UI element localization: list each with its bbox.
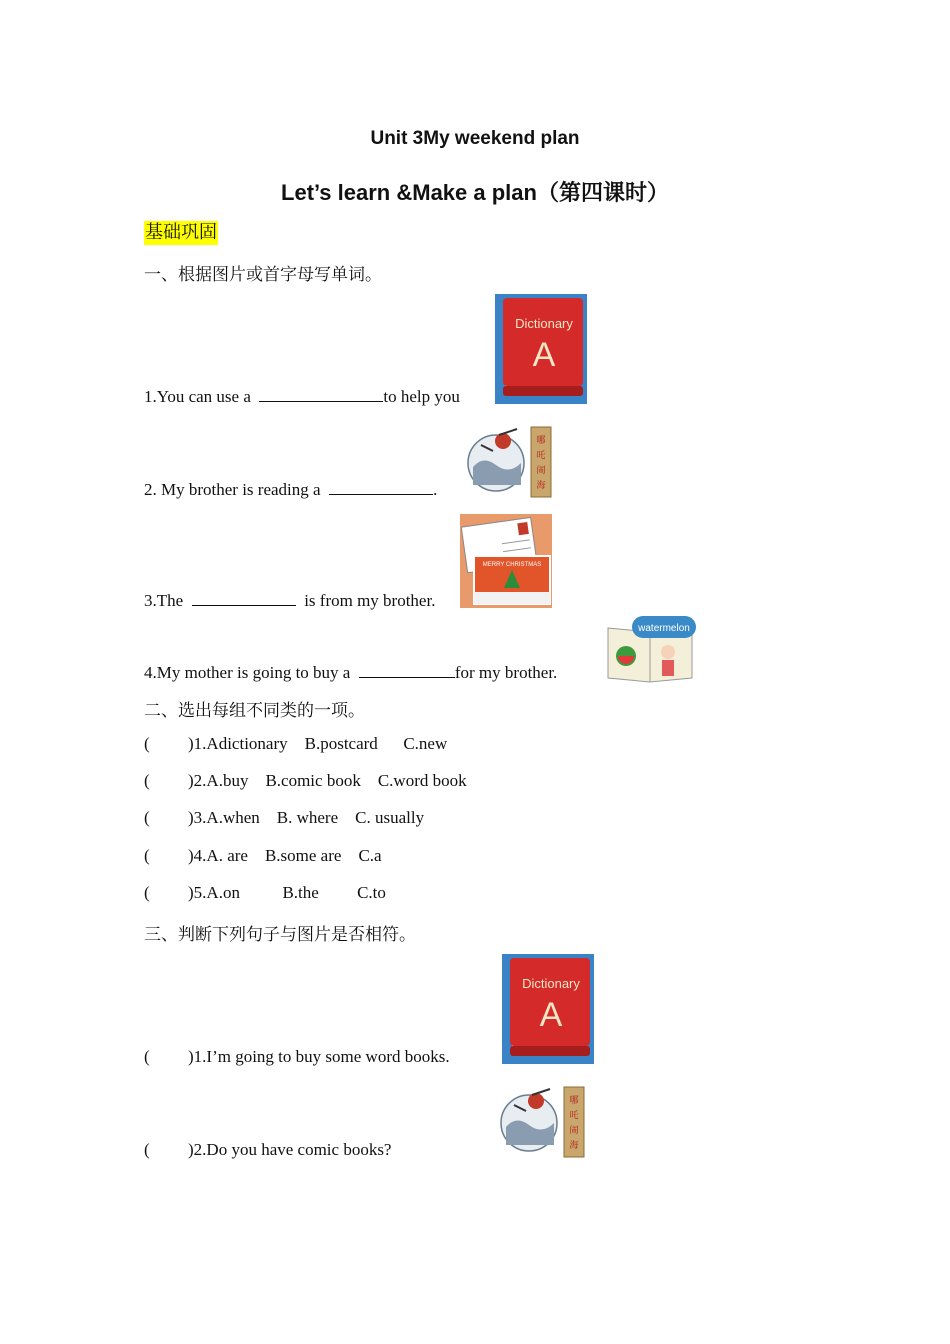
s2-item3-c: C. usually <box>355 808 425 827</box>
section1-heading: 一、根据图片或首字母写单词。 <box>144 265 382 285</box>
comic-figure <box>528 1093 544 1109</box>
dictionary-icon-2 <box>502 954 594 1064</box>
s2-item3 <box>144 808 424 828</box>
s2-item2-c: C.word book <box>377 771 467 790</box>
section2-heading: 二、选出每组不同类的一项。 <box>144 701 365 721</box>
s2-item3-num: )3.A.when <box>188 808 260 827</box>
wordbook-bubble-text: watermelon <box>638 623 690 634</box>
s1-blank3[interactable] <box>192 591 296 606</box>
s2-item1-num: )1.A <box>188 734 219 753</box>
postcard-stamp <box>517 522 529 535</box>
s1-item3 <box>144 591 435 611</box>
s1-item2-after: . <box>433 480 438 499</box>
s1-item4-after: for my brother. <box>454 663 558 682</box>
dictionary-title: Dictionary <box>522 976 580 991</box>
s2-item5-num: )5.A.on <box>188 883 240 902</box>
s1-item3-after: is from my brother. <box>299 591 436 610</box>
s1-item1-after: to help you <box>383 387 460 406</box>
s1-item2-text: 2. My brother is reading a <box>144 480 325 499</box>
answer-paren[interactable]: ( <box>144 734 150 753</box>
comic-spine-text: 海 <box>569 1141 579 1151</box>
s2-item2-b: B.comic book <box>265 771 361 790</box>
s3-item1-text: )1.I’m going to buy some word books. <box>188 1047 450 1066</box>
comic-spine-text: 哪 <box>536 436 546 446</box>
section3-heading: 三、判断下列句子与图片是否相符。 <box>144 925 416 945</box>
dictionary-icon <box>495 294 587 404</box>
wordbook-girl <box>661 645 675 659</box>
s1-item1 <box>144 387 460 407</box>
dictionary-letter: A <box>532 336 556 374</box>
s1-item4-text: 4.My mother is going to buy a <box>144 663 355 682</box>
s2-item4-b: B.some are <box>264 846 342 865</box>
s2-item4-num: )4.A. are <box>188 846 248 865</box>
s1-item4 <box>144 663 557 683</box>
s2-item2-num: )2.A.buy <box>188 771 249 790</box>
lesson-subtitle: Let’s learn &Make a plan（第四课时） <box>281 180 669 205</box>
answer-paren[interactable]: ( <box>144 883 150 902</box>
s3-item2 <box>144 1140 391 1160</box>
s1-item2 <box>144 480 437 500</box>
dictionary-base <box>510 1046 590 1056</box>
s3-item1 <box>144 1047 450 1067</box>
comic-book-icon-2 <box>496 1085 588 1159</box>
comic-figure <box>495 433 511 449</box>
s1-blank2[interactable] <box>329 480 433 495</box>
s1-item1-text: 1.You can use a <box>144 387 256 406</box>
s1-item3-text: 3.The <box>144 591 188 610</box>
wordbook-girl-dress <box>662 660 674 676</box>
s2-item5 <box>144 883 386 903</box>
dictionary-letter: A <box>539 996 563 1034</box>
comic-book-icon <box>463 425 555 499</box>
comic-spine-text: 吒 <box>569 1111 579 1121</box>
dictionary-base <box>503 386 583 396</box>
s2-item1-c: C.new <box>403 734 448 753</box>
dictionary-title: Dictionary <box>515 316 573 331</box>
unit-title: Unit 3My weekend plan <box>370 128 580 149</box>
comic-spine-text: 吒 <box>536 451 546 461</box>
answer-paren[interactable]: ( <box>144 808 150 827</box>
postcard-snow <box>474 592 550 604</box>
s2-item2 <box>144 771 467 791</box>
s2-item4 <box>144 846 382 866</box>
s1-blank1[interactable] <box>259 387 383 402</box>
answer-paren[interactable]: ( <box>144 771 150 790</box>
comic-spine-text: 闹 <box>536 466 546 476</box>
comic-spine-text: 海 <box>536 481 546 491</box>
s2-item5-b: B.the <box>282 883 319 902</box>
word-book-icon <box>606 614 698 684</box>
s2-item1-a: dictionary <box>218 734 288 753</box>
section-highlight: 基础巩固 <box>145 222 217 243</box>
comic-spine-text: 闹 <box>569 1126 579 1136</box>
s2-item3-b: B. where <box>276 808 339 827</box>
s2-item5-c: C.to <box>357 883 386 902</box>
s3-item2-text: )2.Do you have comic books? <box>188 1140 392 1159</box>
postcard-banner: MERRY CHRISTMAS <box>482 562 542 568</box>
s1-blank4[interactable] <box>359 663 455 678</box>
s2-item1 <box>144 734 447 754</box>
comic-spine-text: 哪 <box>569 1096 579 1106</box>
postcard-icon <box>460 514 552 608</box>
s2-item4-c: C.a <box>358 846 382 865</box>
answer-paren[interactable]: ( <box>144 1140 150 1159</box>
s2-item1-b: B.postcard <box>304 734 378 753</box>
answer-paren[interactable]: ( <box>144 846 150 865</box>
answer-paren[interactable]: ( <box>144 1047 150 1066</box>
